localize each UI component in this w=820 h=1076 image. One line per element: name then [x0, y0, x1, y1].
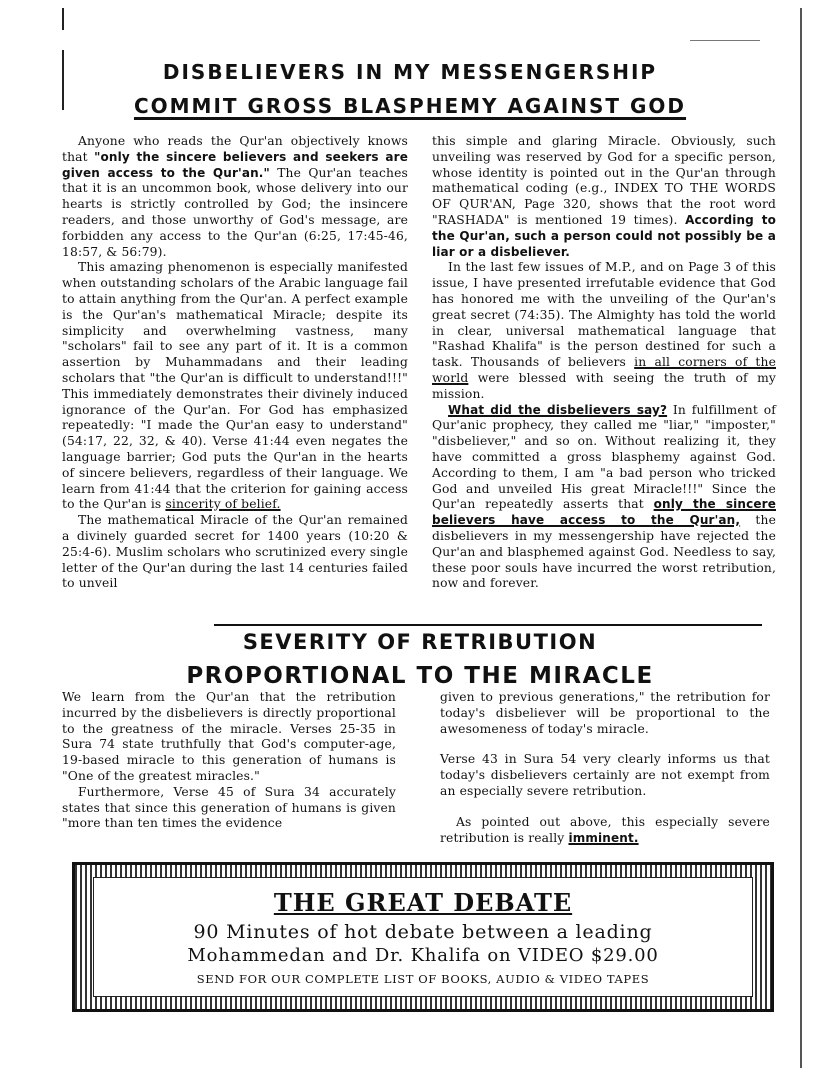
paragraph: Verse 43 in Sura 54 very clearly informs us that today's disbelievers certainly are not exempt from an especially severe retribution.: [440, 752, 770, 798]
left-margin-rule-2: [62, 50, 64, 110]
paragraph: We learn from the Qur'an that the retribution incurred by the disbelievers is directly proportional to the greatness of the miracle. Verses 25-35 in Sura 74 state truthfully that God's computer-age, 19-based miracle to this generation of humans is "One of the greatest miracles.": [62, 690, 396, 783]
advertisement-line-1: 90 Minutes of hot debate between a leading: [193, 921, 653, 943]
article-title-line-1: DISBELIEVERS IN MY MESSENGERSHIP: [162, 60, 658, 84]
paragraph: Furthermore, Verse 45 of Sura 34 accurately states that since this generation of humans is given "more than ten times the evidence: [62, 784, 396, 831]
paragraph: Anyone who reads the Qur'an objectively knows that "only the sincere believers and seekers are given access to the Qur'an." The Qur'an teaches that it is an uncommon book, whose delivery into our hearts is strictly controlled by God; the insincere readers, and those unworthy of God's message, are forbidden any access to the Qur'an (6:25, 17:45-46, 18:57, & 56:79).: [62, 134, 408, 259]
left-margin-rule: [62, 8, 64, 30]
paragraph: given to previous generations," the retribution for today's disbeliever will be proportional to the awesomeness of today's miracle.: [440, 690, 770, 736]
paragraph: this simple and glaring Miracle. Obviously, such unveiling was reserved by God for a specific person, whose identity is pointed out in the Qur'an through mathematical coding (e.g., INDEX TO THE WORDS OF QUR'AN, Page 320, shows that the root word "RASHADA" is mentioned 19 times). According to the Qur'an, such a person could not possibly be a liar or a disbeliever.: [432, 134, 776, 259]
article1-left-column: [62, 134, 408, 592]
section-title-line-1: SEVERITY OF RETRIBUTION: [242, 630, 598, 654]
section-title-line-2: PROPORTIONAL TO THE MIRACLE: [186, 663, 654, 689]
advertisement-line-3: SEND FOR OUR COMPLETE LIST OF BOOKS, AUDIO & VIDEO TAPES: [196, 972, 650, 986]
paragraph: As pointed out above, this especially severe retribution is really imminent.: [440, 814, 770, 845]
section-divider: [214, 624, 762, 626]
advertisement-title: THE GREAT DEBATE: [273, 888, 573, 917]
right-margin-rule: [800, 8, 802, 1068]
article2-right-column: [440, 690, 770, 846]
paragraph: In the last few issues of M.P., and on Page 3 of this issue, I have presented irrefutable evidence that God has honored me with the unveiling of the Qur'an's great secret (74:35). The Almighty has told the world in clear, universal mathematical language that "Rashad Khalifa" is the person destined for such a task. Thousands of believers in all corners of the world were blessed with seeing the truth of my mission.: [432, 260, 777, 401]
advertisement-content: [93, 877, 753, 997]
article1-right-column: [432, 134, 776, 592]
article2-left-column: [62, 690, 396, 832]
top-right-scan-mark: [690, 40, 760, 41]
article-title-line-2: COMMIT GROSS BLASPHEMY AGAINST GOD: [133, 94, 687, 118]
paragraph: What did the disbelievers say? In fulfillment of Qur'anic prophecy, they called me "liar," "imposter," "disbeliever," and so on. Without realizing it, they have committed a gross blasphemy against God. According to them, I am "a bad person who tricked God and unveiled His great Miracle!!!" Since the Qur'an repeatedly asserts that only the sincere believers have access to the Qur'an, the disbelievers in my messengership have rejected the Qur'an and blasphemed against God. Needless to say, these poor souls have incurred the worst retribution, now and forever.: [432, 402, 777, 591]
paragraph: This amazing phenomenon is especially manifested when outstanding scholars of the Arabic language fail to attain anything from the Qur'an. A perfect example is the Qur'an's mathematical Miracle; despite its simplicity and overwhelming vastness, many "scholars" fail to see any part of it. It is a common assertion by Muhammadans and their leading scholars that "the Qur'an is difficult to understand!!!" This immediately demonstrates their divinely induced ignorance of the Qur'an. For God has emphasized repeatedly: "I made the Qur'an easy to understand" (54:17, 22, 32, & 40). Verse 41:44 even negates the language barrier; God puts the Qur'an in the hearts of sincere believers, regardless of their language. We learn from 41:44 that the criterion for gaining access to the Qur'an is sincerity of belief.: [62, 260, 408, 512]
advertisement-line-2: Mohammedan and Dr. Khalifa on VIDEO $29.00: [187, 945, 659, 966]
advertisement-box: [72, 862, 774, 1012]
paragraph: The mathematical Miracle of the Qur'an remained a divinely guarded secret for 1400 years (10:20 & 25:4-6). Muslim scholars who scrutinized every single letter of the Qur'an during the last 14 centuries failed to unveil: [62, 513, 408, 591]
